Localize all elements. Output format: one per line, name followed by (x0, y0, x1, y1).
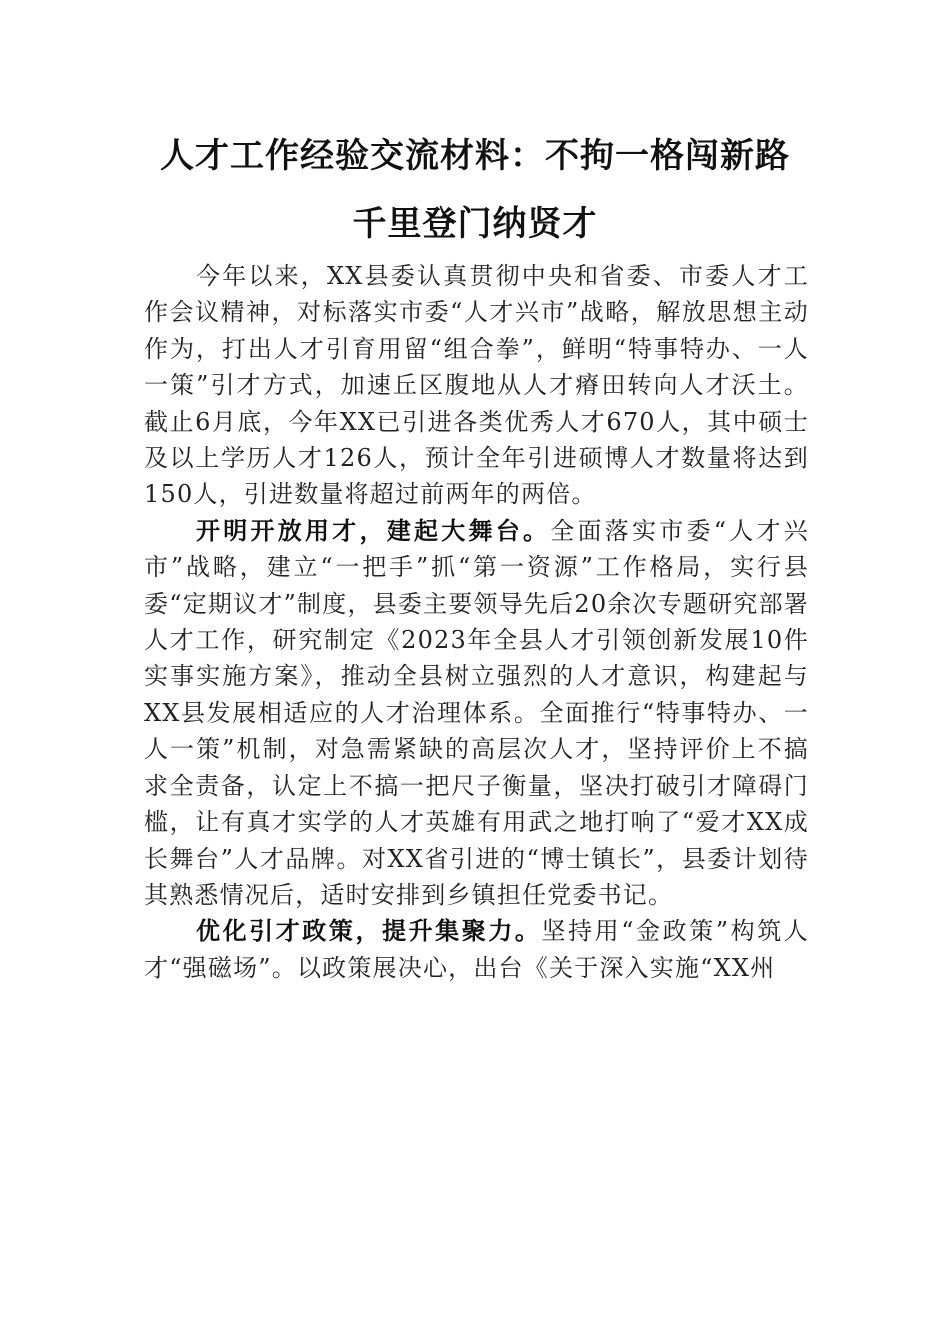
section-heading: 开明开放用才，建起大舞台。 (196, 515, 551, 545)
paragraph-intro (144, 258, 809, 513)
document-title-line-1: 人才工作经验交流材料：不拘一格闯新路 (160, 136, 790, 176)
paragraph-text: 坚持用“金政策”构筑人才“强磁场”。以政策展决心，出台《关于深入实施“XX州 (144, 917, 809, 982)
paragraph-section-1 (144, 513, 809, 913)
paragraph-text: 今年以来，XX县委认真贯彻中央和省委、市委人才工作会议精神，对标落实市委“人才兴市”战略，解放思想主动作为，打出人才引育用留“组合拳”，鲜明“特事特办、一人一策”引才方式，加速丘区腹地从人才瘠田转向人才沃土。截止6月底，今年XX已引进各类优秀人才670人，其中硕士及以上学历人才126人，预计全年引进硕博人才数量将达到150人，引进数量将超过前两年的两倍。 (144, 262, 809, 509)
section-heading: 优化引才政策，提升集聚力。 (196, 916, 542, 946)
paragraph-text: 全面落实市委“人才兴市”战略，建立“一把手”抓“第一资源”工作格局，实行县委“定期议才”制度，县委主要领导先后20余次专题研究部署人才工作，研究制定《2023年全县人才引领创新发展10件实事实施方案》，推动全县树立强烈的人才意识，构建起与XX县发展相适应的人才治理体系。全面推行“特事特办、一人一策”机制，对急需紧缺的高层次人才，坚持评价上不搞求全责备，认定上不搞一把尺子衡量，坚决打破引才障碍门槛，让有真才实学的人才英雄有用武之地打响了“爱才XX成长舞台”人才品牌。对XX省引进的“博士镇长”，县委计划待其熟悉情况后，适时安排到乡镇担任党委书记。 (144, 516, 809, 909)
paragraph-section-2 (144, 913, 809, 986)
document-title-line-2: 千里登门纳贤才 (352, 204, 598, 244)
document-body (144, 258, 809, 986)
